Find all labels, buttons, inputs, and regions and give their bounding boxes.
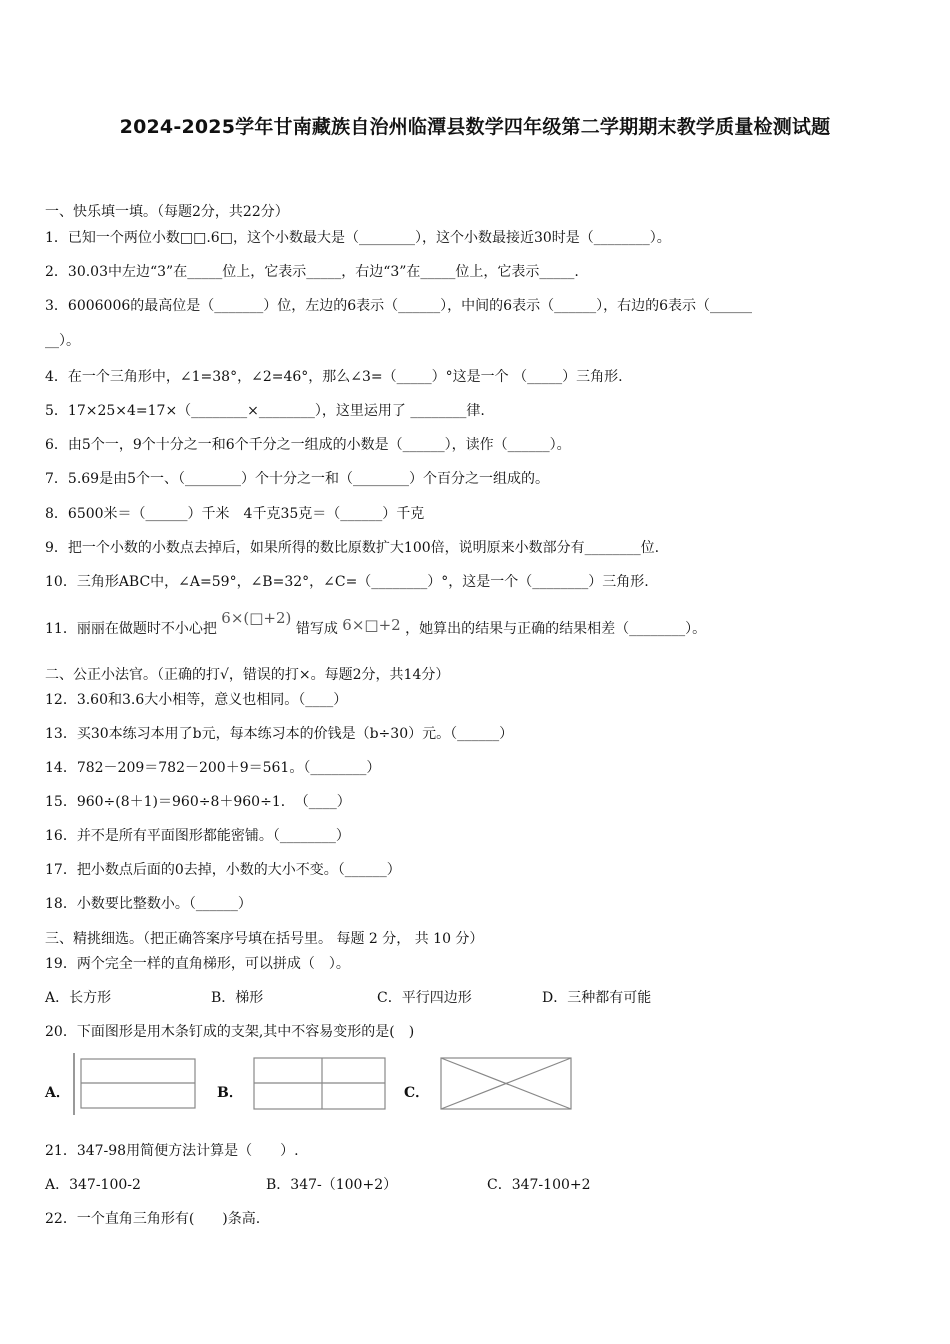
question-14: 14．782－209＝782－200＋9＝561。（________）: [45, 760, 381, 776]
question-6: 6．由5个一，9个十分之一和6个千分之一组成的小数是（______），读作（______）。: [45, 437, 571, 453]
section-1-header: 一、快乐填一填。（每题2分，共22分）: [45, 204, 289, 220]
question-13: 13．买30本练习本用了b元，每本练习本的价钱是（b÷30）元。（______）: [45, 726, 514, 742]
page-title: 2024-2025学年甘南藏族自治州临潭县数学四年级第二学期期末教学质量检测试题: [119, 116, 831, 138]
question-11-prefix: 11．丽丽在做题时不小心把: [45, 621, 217, 637]
question-22: 22．一个直角三角形有( )条高.: [45, 1211, 261, 1227]
question-11-suffix: ，她算出的结果与正确的结果相差（________）。: [405, 621, 707, 637]
question-2: 2．30.03中左边“3”在_____位上，它表示_____，右边“3”在_____位上，它表示_____.: [45, 264, 579, 280]
q21-option-a: A．347-100-2: [45, 1177, 141, 1193]
q19-option-b: B．梯形: [211, 990, 264, 1006]
question-3-continued: __）。: [45, 333, 80, 349]
question-12: 12．3.60和3.6大小相等，意义也相同。（____）: [45, 692, 348, 708]
question-19: 19．两个完全一样的直角梯形，可以拼成（ ）。: [45, 956, 350, 972]
q20-option-c-label: C．: [404, 1085, 430, 1101]
question-8: 8．6500米＝（______）千米 4千克35克＝（______）千克: [45, 506, 425, 522]
question-1: 1．已知一个两位小数□□.6□，这个小数最大是（________），这个小数最接近30时是（________）。: [45, 230, 671, 246]
question-5: 5．17×25×4=17×（________×________），这里运用了 ________律.: [45, 403, 485, 419]
question-21: 21．347-98用简便方法计算是（ ）.: [45, 1143, 299, 1159]
q19-option-c: C．平行四边形: [377, 990, 472, 1006]
q20-figure-a: [73, 1053, 197, 1115]
question-20: 20．下面图形是用木条钉成的支架,其中不容易变形的是( ): [45, 1024, 415, 1040]
q19-option-a: A．长方形: [45, 990, 112, 1006]
question-16: 16．并不是所有平面图形都能密铺。（________）: [45, 828, 350, 844]
question-15: 15．960÷(8＋1)＝960÷8＋960÷1． （____）: [45, 794, 351, 810]
q21-option-b: B．347-（100+2）: [266, 1177, 398, 1193]
question-11-expression-wrong: 6×□+2: [342, 616, 401, 634]
question-9: 9．把一个小数的小数点去掉后，如果所得的数比原数扩大100倍，说明原来小数部分有________位.: [45, 540, 660, 556]
question-7: 7．5.69是由5个一、（________）个十分之一和（________）个百分之一组成的。: [45, 471, 549, 487]
q20-option-b-label: B．: [217, 1085, 243, 1101]
q20-option-a-label: A．: [45, 1085, 70, 1101]
question-3: 3．6006006的最高位是（_______）位，左边的6表示（______），中间的6表示（______），右边的6表示（______: [45, 298, 752, 314]
section-3-header: 三、精挑细选。（把正确答案序号填在括号里。 每题 2 分， 共 10 分）: [45, 931, 484, 947]
q19-option-d: D．三种都有可能: [542, 990, 652, 1006]
q20-figure-c: [440, 1057, 573, 1111]
question-17: 17．把小数点后面的0去掉，小数的大小不变。（______）: [45, 862, 401, 878]
question-11: [45, 609, 707, 638]
question-18: 18．小数要比整数小。（______）: [45, 896, 252, 912]
question-10: 10．三角形ABC中，∠A=59°，∠B=32°，∠C=（________）°，这是一个（________）三角形.: [45, 574, 649, 590]
question-11-expression-correct: 6×(□+2): [221, 609, 292, 627]
question-4: 4．在一个三角形中，∠1=38°，∠2=46°，那么∠3=（_____）°这是一个 （_____）三角形.: [45, 369, 623, 385]
section-2-header: 二、公正小法官。（正确的打√，错误的打×。每题2分，共14分）: [45, 667, 450, 683]
q21-option-c: C．347-100+2: [487, 1177, 591, 1193]
question-11-middle: 错写成: [295, 621, 338, 637]
q20-figure-b: [253, 1057, 387, 1111]
